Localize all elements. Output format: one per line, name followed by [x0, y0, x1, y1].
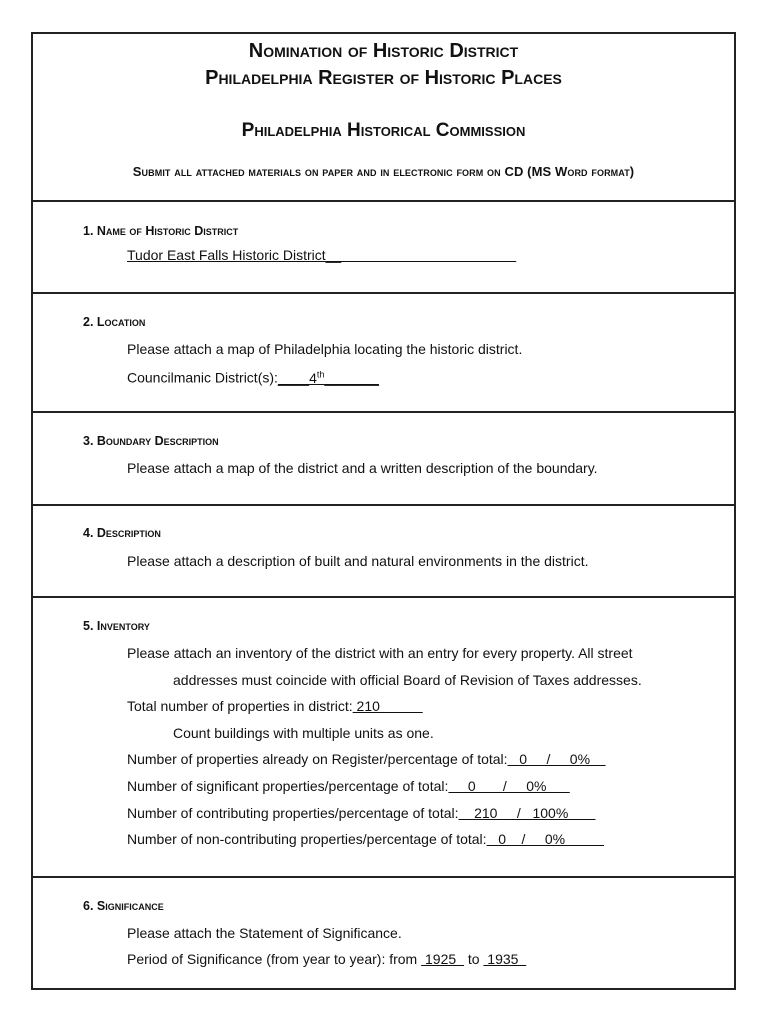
noncontributing-properties-label: Number of non-contributing properties/percentage of total:	[127, 831, 487, 847]
section-2-title: 2. Location	[83, 315, 146, 329]
count-note: Count buildings with multiple units as one.	[173, 725, 434, 741]
councilmanic-post: _______	[324, 369, 379, 386]
register-title: Philadelphia Register of Historic Places	[205, 67, 562, 89]
noncontributing-properties-row	[127, 831, 604, 847]
register-properties-row	[127, 751, 606, 767]
section-divider	[33, 292, 734, 294]
section-divider	[33, 200, 734, 202]
section-divider	[33, 876, 734, 878]
boundary-instruction: Please attach a map of the district and a written description of the boundary.	[127, 460, 598, 476]
period-of-significance-row	[127, 951, 526, 967]
nomination-form	[31, 32, 736, 990]
section-divider	[33, 596, 734, 598]
location-instruction: Please attach a map of Philadelphia locating the historic district.	[127, 341, 523, 357]
submission-instructions: Submit all attached materials on paper and in electronic form on CD (MS Word format)	[132, 164, 635, 179]
section-divider	[33, 504, 734, 506]
section-5-title: 5. Inventory	[83, 619, 150, 633]
period-to-field[interactable]: 1935	[483, 951, 527, 967]
inventory-instruction-1: Please attach an inventory of the district with an entry for every property. All street	[127, 645, 633, 661]
contributing-properties-field[interactable]: 210 / 100%	[458, 805, 596, 821]
inventory-instruction-2: addresses must coincide with official Board of Revision of Taxes addresses.	[173, 672, 642, 688]
councilmanic-label: Councilmanic District(s):	[127, 369, 278, 386]
description-instruction: Please attach a description of built and natural environments in the district.	[127, 553, 589, 569]
period-from-field[interactable]: 1925	[421, 951, 464, 967]
section-6-title: 6. Significance	[83, 899, 164, 913]
councilmanic-field[interactable]	[278, 370, 379, 386]
significant-properties-field[interactable]: 0 / 0%	[448, 778, 570, 794]
register-properties-label: Number of properties already on Register/percentage of total:	[127, 751, 508, 767]
significance-instruction: Please attach the Statement of Significance.	[127, 925, 402, 941]
contributing-properties-row	[127, 805, 596, 821]
councilmanic-pre: ____	[277, 369, 310, 386]
contributing-properties-label: Number of contributing properties/percentage of total:	[127, 805, 459, 821]
district-name-blank: __	[325, 247, 517, 263]
total-properties-field[interactable]: 210	[352, 698, 423, 714]
councilmanic-suffix: th	[316, 369, 325, 379]
period-label: Period of Significance (from year to year): from	[127, 951, 422, 967]
section-3-title: 3. Boundary Description	[83, 434, 219, 448]
total-properties-row	[127, 698, 423, 714]
councilmanic-value: 4	[309, 369, 317, 386]
total-properties-label: Total number of properties in district:	[127, 698, 353, 714]
section-1-title: 1. Name of Historic District	[83, 224, 239, 238]
form-title: Nomination of Historic District	[248, 40, 519, 62]
noncontributing-properties-field[interactable]: 0 / 0%	[486, 831, 605, 847]
councilmanic-district-row	[127, 369, 379, 386]
significant-properties-label: Number of significant properties/percentage of total:	[127, 778, 449, 794]
district-name-value: Tudor East Falls Historic District	[127, 247, 326, 263]
register-properties-field[interactable]: 0 / 0%	[507, 751, 606, 767]
period-to-label: to	[463, 951, 484, 967]
significant-properties-row	[127, 778, 570, 794]
section-4-title: 4. Description	[83, 526, 161, 540]
commission-name: Philadelphia Historical Commission	[241, 120, 526, 141]
district-name-field[interactable]	[127, 247, 516, 263]
section-divider	[33, 411, 734, 413]
